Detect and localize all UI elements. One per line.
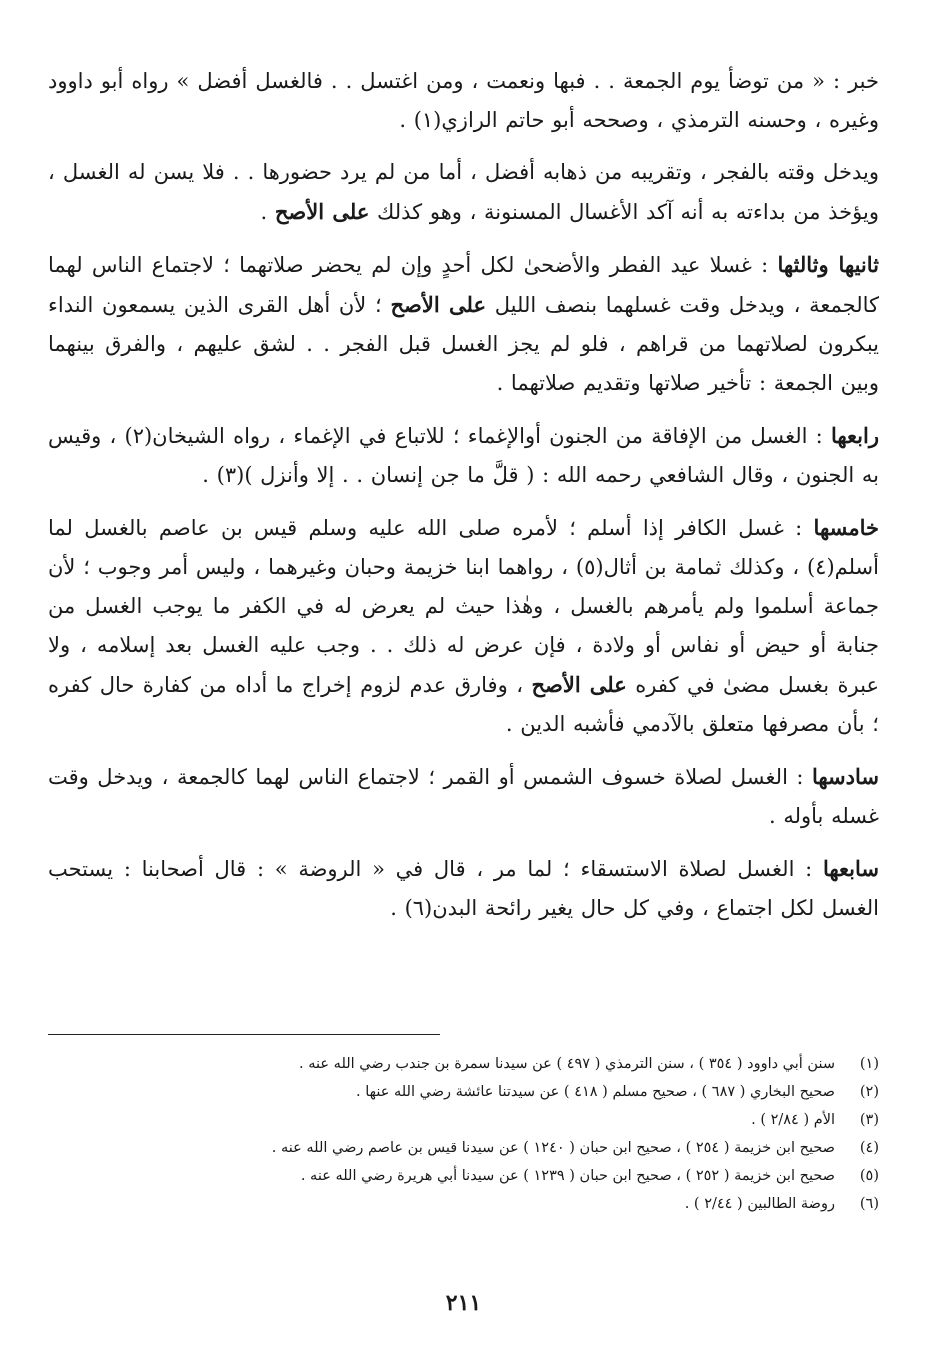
paragraph-7 <box>48 849 879 928</box>
paragraph-text: ويدخل وقته بالفجر ، وتقريبه من ذهابه أفضل ، أما من لم يرد حضورها . . فلا يسن له الغسل ، ويؤخذ من بداءته به أنه آكد الأغسال المسنونة ، وهو كذلك <box>48 160 879 224</box>
paragraph-text: : الغسل لصلاة الاستسقاء ؛ لما مر ، قال في « الروضة » : قال أصحابنا : يستحب الغسل لكل اجتماع ، وفي كل حال يغير رائحة البدن(٦) . <box>48 857 879 920</box>
paragraph-5 <box>48 508 879 744</box>
footnote-text: الأم ( ٢/٨٤ ) . <box>751 1112 835 1128</box>
paragraph-tail: ؛ لأن أهل القرى الذين يسمعون النداء يبكرون لصلاتهما من قراهم ، فلو لم يجز الغسل قبل الفجر . . لشق عليهم ، والفرق بينهما وبين الجمعة : تأخير صلاتها وتقديم صلاتهما . <box>48 293 879 395</box>
footnote-text: سنن أبي داوود ( ٣٥٤ ) ، سنن الترمذي ( ٤٩٧ ) عن سيدنا سمرة بن جندب رضي الله عنه . <box>299 1056 835 1072</box>
paragraph-lead: سادسها <box>811 764 879 789</box>
footnote-number: (٦) <box>859 1196 879 1212</box>
paragraph-text: : الغسل من الإفاقة من الجنون أوالإغماء ؛ للاتباع في الإغماء ، رواه الشيخان(٢) ، وقيس به الجنون ، وقال الشافعي رحمه الله : ( قلَّ ما جن إنسان . . إلا وأنزل )(٣) . <box>48 424 879 487</box>
footnote-item <box>48 1190 879 1218</box>
footnote-item <box>48 1050 879 1078</box>
paragraph-2 <box>48 153 879 232</box>
footnotes <box>48 1050 879 1218</box>
footnote-text: روضة الطالبين ( ٢/٤٤ ) . <box>684 1196 835 1212</box>
footnote-text: صحيح ابن خزيمة ( ٢٥٤ ) ، صحيح ابن حبان ( ١٢٤٠ ) عن سيدنا قيس بن عاصم رضي الله عنه . <box>271 1140 835 1156</box>
footnote-divider <box>48 1034 440 1035</box>
footnote-number: (٥) <box>859 1168 879 1184</box>
paragraph-tail: ، وفارق عدم لزوم إخراج ما أداه من كفارة حال كفره ؛ بأن مصرفها متعلق بالآدمي فأشبه الدين . <box>48 673 879 736</box>
paragraph-lead: خامسها <box>813 515 879 540</box>
paragraph-1 <box>48 62 879 140</box>
footnote-item <box>48 1162 879 1190</box>
paragraph-lead: ثانيها وثالثها <box>777 252 879 277</box>
main-text <box>48 62 879 941</box>
paragraph-4 <box>48 416 879 495</box>
bold-phrase: على الأصح <box>274 199 370 224</box>
paragraph-3 <box>48 245 879 403</box>
paragraph-tail: . <box>260 200 275 224</box>
paragraph-text: : الغسل لصلاة خسوف الشمس أو القمر ؛ لاجتماع الناس لهما كالجمعة ، ويدخل وقت غسله بأوله . <box>48 765 879 828</box>
bold-phrase: على الأصح <box>390 292 487 317</box>
bold-phrase: على الأصح <box>531 672 627 697</box>
footnote-text: صحيح ابن خزيمة ( ٢٥٢ ) ، صحيح ابن حبان ( ١٢٣٩ ) عن سيدنا أبي هريرة رضي الله عنه . <box>300 1168 835 1184</box>
footnote-number: (١) <box>859 1056 879 1072</box>
footnote-number: (٣) <box>859 1112 879 1128</box>
footnote-item <box>48 1106 879 1134</box>
paragraph-lead: سابعها <box>822 856 879 881</box>
paragraph-text: : غسل الكافر إذا أسلم ؛ لأمره صلى الله عليه وسلم قيس بن عاصم بالغسل لما أسلم(٤) ، وكذلك ثمامة بن أثال(٥) ، رواهما ابنا خزيمة وحبان وغيرهما ، وليس أمر وجوب ؛ لأن جماعة أسلموا ولم يأمرهم بالغسل ، وهٰذا حيث لم يعرض له في الكفر ما يوجب الغسل من جنابة أو حيض أو نفاس أو ولادة ، فإن عرض له ذلك . . وجب عليه الغسل بعد إسلامه ، ولا عبرة بغسل مضىٰ في كفره <box>48 516 879 697</box>
footnote-item <box>48 1078 879 1106</box>
paragraph-lead: رابعها <box>830 423 879 448</box>
paragraph-text: خبر : « من توضأ يوم الجمعة . . فبها ونعمت ، ومن اغتسل . . فالغسل أفضل » رواه أبو داوود وغيره ، وحسنه الترمذي ، وصححه أبو حاتم الرازي(١) . <box>48 69 879 132</box>
footnote-number: (٢) <box>859 1084 879 1100</box>
footnote-item <box>48 1134 879 1162</box>
footnote-text: صحيح البخاري ( ٦٨٧ ) ، صحيح مسلم ( ٤١٨ ) عن سيدتنا عائشة رضي الله عنها . <box>356 1084 835 1100</box>
page-number: ٢١١ <box>445 1290 482 1316</box>
footnote-number: (٤) <box>859 1140 879 1156</box>
paragraph-text: : غسلا عيد الفطر والأضحىٰ لكل أحدٍ وإن لم يحضر صلاتهما ؛ لاجتماع الناس لهما كالجمعة ، ويدخل وقت غسلهما بنصف الليل <box>48 253 879 317</box>
paragraph-6 <box>48 757 879 836</box>
